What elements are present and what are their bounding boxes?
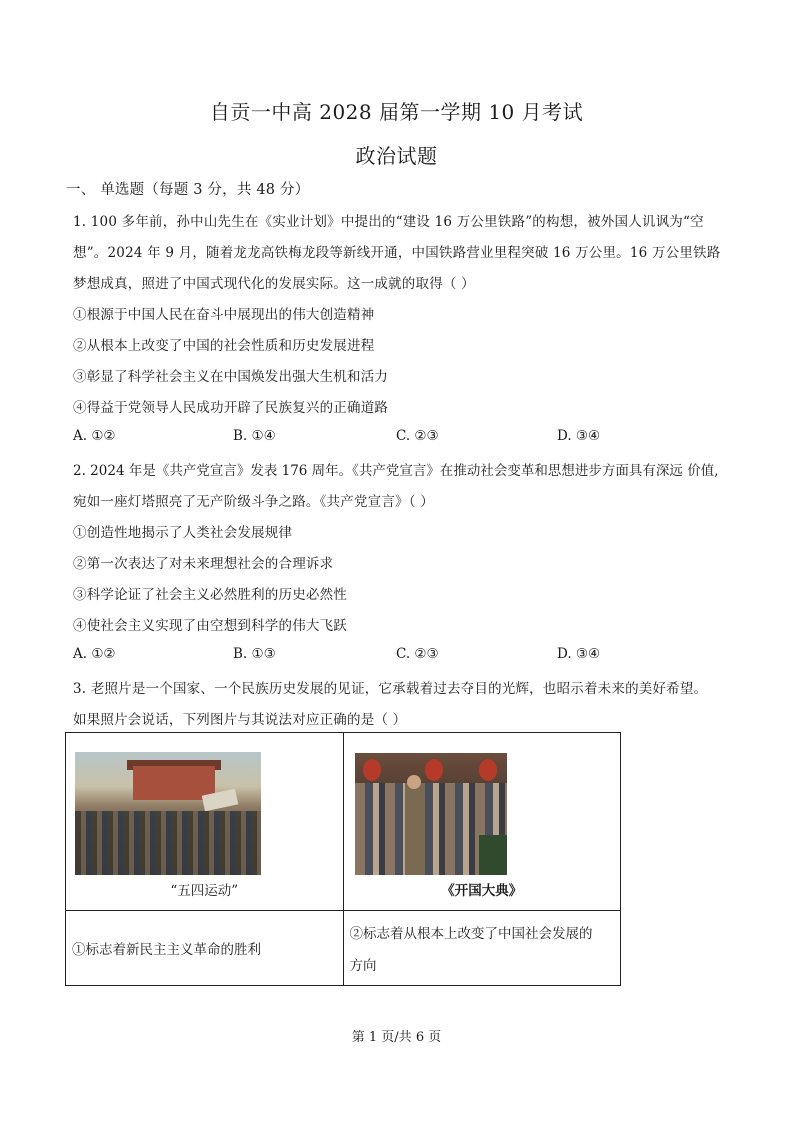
q3-statement-1-cell (66, 911, 344, 986)
q1-stem-line-2: 想”。2024 年 9 月，随着龙龙高铁梅龙段等新线开通，中国铁路营业里程突破 16 万公里。16 万公里铁路 (73, 245, 721, 261)
q3-statement-2-line-2: 方向 (349, 958, 377, 974)
founding-ceremony-photo (355, 753, 507, 875)
q3-statement-1: ①标志着新民主主义革命的胜利 (72, 942, 261, 958)
q3-statement-2-cell (343, 911, 621, 986)
exam-subtitle: 政治试题 (355, 144, 438, 168)
exam-title: 自贡一中高 2028 届第一学期 10 月考试 (209, 100, 584, 124)
q2-option-c[interactable]: C. ②③ (396, 646, 439, 662)
q3-cell-photo-2 (343, 733, 621, 911)
q1-option-b[interactable]: B. ①④ (233, 428, 276, 444)
q2-stem-line-1: 2. 2024 年是《共产党宣言》发表 176 周年。《共产党宣言》在推动社会变革和思想进步方面具有深远 价值, (73, 463, 719, 479)
q2-item-2: ②第一次表达了对未来理想社会的合理诉求 (73, 556, 334, 572)
may-fourth-movement-photo (75, 752, 261, 875)
q2-option-d[interactable]: D. ③④ (557, 646, 601, 662)
q3-stem-line-1: 3. 老照片是一个国家、一个民族历史发展的见证，它承载着过去夺目的光辉，也昭示着未来的美好希望。 (73, 681, 708, 697)
q1-item-3: ③彰显了科学社会主义在中国焕发出强大生机和活力 (73, 369, 389, 385)
q3-statement-2-line-1: ②标志着从根本上改变了中国社会发展的 (349, 926, 593, 942)
q3-stem-line-2: 如果照片会说话，下列图片与其说法对应正确的是（ ） (73, 712, 407, 728)
q2-item-1: ①创造性地揭示了人类社会发展规律 (73, 525, 293, 541)
q3-cell-photo-1 (66, 733, 344, 911)
section-heading: 一、 单选题（每题 3 分，共 48 分） (66, 182, 310, 198)
q2-option-b[interactable]: B. ①③ (233, 646, 276, 662)
q1-option-c[interactable]: C. ②③ (396, 428, 439, 444)
q1-option-d[interactable]: D. ③④ (557, 428, 601, 444)
q1-item-4: ④得益于党领导人民成功开辟了民族复兴的正确道路 (73, 400, 389, 416)
q1-item-2: ②从根本上改变了中国的社会性质和历史发展进程 (73, 338, 375, 354)
page-number: 第 1 页/共 6 页 (351, 1030, 442, 1045)
q1-item-1: ①根源于中国人民在奋斗中展现出的伟大创造精神 (73, 307, 375, 323)
q3-caption-2: 《开国大典》 (441, 883, 523, 899)
q1-option-a[interactable]: A. ①② (73, 428, 116, 444)
q2-item-3: ③科学论证了社会主义必然胜利的历史必然性 (73, 587, 347, 603)
q3-caption-1: “五四运动” (170, 883, 239, 899)
q2-item-4: ④使社会主义实现了由空想到科学的伟大飞跃 (73, 618, 347, 634)
q2-option-a[interactable]: A. ①② (73, 646, 116, 662)
q1-stem-line-3: 梦想成真，照进了中国式现代化的发展实际。这一成就的取得（ ） (73, 276, 475, 292)
q1-stem-line-1: 1. 100 多年前，孙中山先生在《实业计划》中提出的“建设 16 万公里铁路”的构想，被外国人讥讽为“空 (73, 214, 704, 230)
q2-stem-line-2: 宛如一座灯塔照亮了无产阶级斗争之路。《共产党宣言》（ ） (73, 494, 434, 510)
q3-photo-table (65, 732, 621, 986)
